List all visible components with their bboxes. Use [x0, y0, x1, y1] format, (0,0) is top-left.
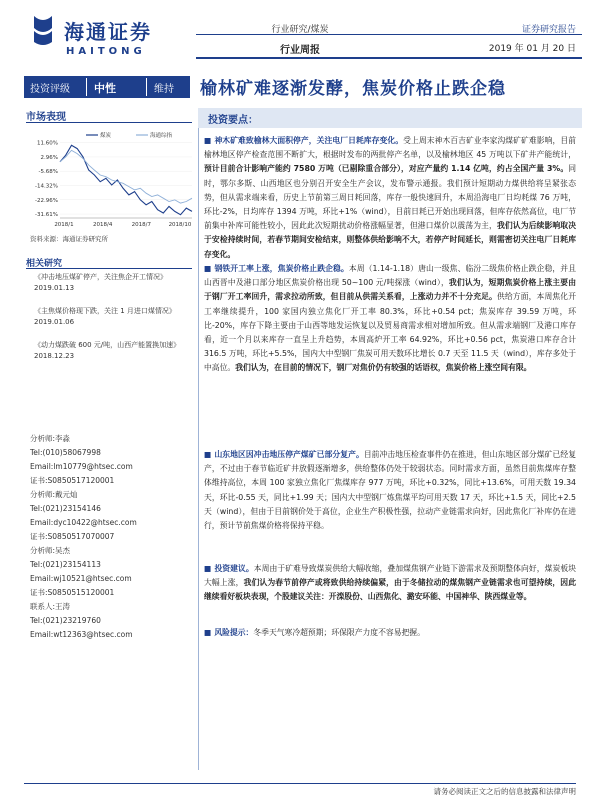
rating-label: 投资评级	[30, 84, 70, 95]
highlight-heading: 山东地区因冲击地压停产煤矿已部分复产。	[214, 450, 364, 459]
highlight-text: 供给方面，本周焦化开工率继续提升，100 家国内独立焦化厂开工率 80.3%，环比+0.54 pct；焦炭库存 39.59 万吨，环比-20%，库存下降主要由于山西等地发运恢复以及贸易商需求相对增加所致。但从需求端钢厂及港口库存看，近一个月以来库存一直呈上升趋势，本周高炉开工率 64.92%，环比+0.56 pct，焦炭港口库存合计 316.5 万吨，环比+5.5%，国内大中型钢厂焦炭可用天数环比增长 0.7 天至 11.5 天（wind），库存多处于中高位。	[204, 292, 577, 373]
analyst-name: 分析师:吴杰	[30, 546, 71, 555]
related-item[interactable]	[34, 272, 194, 294]
highlight-emphasis: 预计目前合计影响产能约 7580 万吨（已剔除重合部分），对应产量约 1.14 亿吨，约占全国产量 3%。	[204, 164, 569, 174]
y-tick-label: -22.96%	[35, 197, 58, 204]
report-title: 榆林矿难逐渐发酵，焦炭价格止跌企稳	[200, 79, 506, 99]
header-divider-thick	[196, 57, 582, 59]
related-item-title[interactable]: 《冲击地压煤矿停产，关注焦企开工情况》	[34, 273, 167, 281]
report-date: 2019 年 01 月 20 日	[488, 44, 576, 54]
highlight-heading: 钢铁开工率上涨，焦炭价格止跌企稳。	[214, 264, 349, 273]
y-tick-label: -31.61%	[35, 212, 58, 219]
x-tick-label: 2018/10	[168, 222, 192, 228]
contact-block	[30, 600, 195, 642]
market-performance-chart	[26, 130, 196, 240]
contact-name: 联系人:王涛	[30, 602, 71, 611]
x-tick-label: 2018/1	[54, 222, 74, 228]
analyst-tel: Tel:(021)23154146	[30, 504, 101, 513]
rating-value: 中性	[94, 82, 116, 95]
analyst-cert: 证书:S0850515120001	[30, 588, 115, 597]
analyst-cert: 证书:S0850517070007	[30, 532, 115, 541]
y-tick-label: 11.60%	[37, 140, 58, 147]
bullet-icon: ■	[204, 450, 212, 459]
legend-label: 海通综指	[150, 133, 173, 139]
series-line-haitong-index	[60, 150, 192, 203]
analyst-name: 分析师:李淼	[30, 434, 71, 443]
investment-rating-bar	[24, 76, 190, 98]
related-research-title: 相关研究	[26, 259, 63, 269]
related-item[interactable]	[34, 340, 194, 362]
highlight-paragraph-3	[204, 448, 576, 533]
y-tick-label: -5.68%	[38, 169, 58, 176]
y-tick-label: -14.32%	[35, 183, 58, 190]
analyst-tel: Tel:(010)58067998	[30, 448, 101, 457]
analyst-block	[30, 488, 195, 544]
highlight-text: 目前冲击地压检查事件仍在推进，但山东地区部分煤矿已经复产，不过由于春节临近矿井放假逐渐增多，供给整体仍处于较弱状态。同时需求方面，虽然目前焦煤库存整体维持高位，本周 100 家独立焦化厂焦煤库存 977 万吨，环比+0.32%，同比+13.6%，可用天数 19.34 天，环比-0.55 天，同比+1.99 天；国内大中型钢厂炼焦煤平均可用天数 17 天，环比+1.5 天，同比+2.5 天（wind），但由于目前钢价处于高位，企业生产积极性强，拉动产业链需求向好，因此焦化厂补库仍在进行，预计节前焦煤价格将保持平稳。	[204, 450, 577, 531]
highlight-text: 本周由于矿难导致煤炭供给大幅收缩，叠加煤焦钢产业链下游需求及预期整体向好，煤炭板块大幅上涨，	[204, 564, 576, 588]
analyst-block	[30, 544, 195, 600]
highlight-heading: 风险提示：	[214, 628, 254, 637]
highlight-heading: 投资建议。	[214, 564, 254, 573]
contact-tel: Tel:(021)23219760	[30, 616, 101, 625]
logo-chinese-name: 海通证券	[64, 20, 152, 44]
highlight-emphasis: 我们认为，在目前的情况下，钢厂对焦价仍有较强的话语权，焦炭价格上涨空间有限。	[235, 363, 532, 373]
report-series: 行业周报	[280, 45, 320, 56]
analyst-email[interactable]: Email:lm10779@htsec.com	[30, 462, 133, 471]
section-divider	[26, 268, 192, 269]
bullet-icon: ■	[204, 264, 212, 273]
highlight-heading: 神木矿难致榆林大面积停产，关注电厂日耗库存变化。	[214, 136, 404, 145]
bullet-icon: ■	[204, 564, 212, 573]
rating-separator	[146, 78, 147, 96]
analyst-block	[30, 432, 195, 488]
highlight-text: 本周（1.14-1.18）唐山一级焦、临汾二级焦价格止跌企稳，并且山西晋中及港口部分地区焦炭价格出现 50~100 元/吨探涨（wind），	[204, 264, 577, 288]
report-category: 行业研究/煤炭	[271, 25, 329, 35]
contact-email[interactable]: Email:wt12363@htsec.com	[30, 630, 133, 639]
analyst-name: 分析师:戴元灿	[30, 490, 78, 499]
highlight-emphasis: 我们认为春节前停产或将致供给持续偏紧，由于冬储拉动的煤焦钢产业链需求也可望持续，因此继续看好板块表现，个股建议关注：开滦股份、山西焦化、潞安环能、中国神华、陕西煤业等。	[204, 578, 577, 602]
footer-divider	[24, 783, 576, 784]
related-item-date: 2018.12.23	[34, 352, 75, 360]
highlight-paragraph-2	[204, 262, 576, 376]
legend-label: 煤炭	[100, 133, 112, 139]
investment-highlights-header	[198, 108, 582, 128]
related-item[interactable]	[34, 306, 194, 328]
haitong-logo-icon	[30, 14, 56, 46]
report-type: 证券研究报告	[521, 25, 576, 35]
highlight-text: 同时，鄂尔多斯、山西地区也分别召开安全生产会议，发布警示通报。我们预计短期动力煤供给将呈紧张态势，但从需求端来看，历史上节前第三周日耗回落，库存一般快速回升，本周沿海电厂日均耗煤 76 万吨，环比-2%，日均库存 1394 万吨，环比+1%（wind），目前日耗已开始出现回落，但库存依然高位，电厂节前集中补库可能性较小，因此此次短期扰动价格涨幅显著，但港口煤价以震荡为主，	[204, 164, 576, 231]
company-logo	[30, 14, 180, 64]
market-performance-title: 市场表现	[26, 112, 66, 123]
related-item-date: 2019.01.13	[34, 284, 75, 292]
section-divider	[26, 122, 192, 123]
related-item-title[interactable]: 《主焦煤价格现下跌，关注 1 月进口煤情况》	[34, 307, 176, 315]
chart-source: 资料来源：海通证券研究所	[30, 235, 108, 243]
rating-separator	[86, 78, 87, 96]
analyst-email[interactable]: Email:wj10521@htsec.com	[30, 574, 132, 583]
investment-highlights-title: 投资要点：	[208, 115, 258, 126]
highlight-emphasis: 我们认为，短期焦炭价格上涨主要由于钢厂开工率回升，需求拉动所致，但目前从供需关系看，上涨动力并不十分充足。	[204, 278, 576, 302]
footer-disclaimer: 请务必阅读正文之后的信息披露和法律声明	[433, 787, 576, 796]
highlight-paragraph-4	[204, 562, 576, 605]
x-tick-label: 2018/7	[131, 222, 152, 228]
logo-english-name: HAITONG	[66, 46, 146, 57]
highlight-paragraph-5	[204, 626, 576, 640]
highlight-text: 冬季天气寒冷超预期；环保限产力度不容易把握。	[253, 628, 425, 637]
highlight-paragraph-1	[204, 134, 576, 262]
highlight-text: 受上周末神木百吉矿业李家沟煤矿矿难影响，目前榆林地区停产检查范围不断扩大，根据时发布的两批停产名单，以及榆林地区 45 万吨以下矿井产能统计，	[204, 136, 576, 160]
analyst-cert: 证书:S0850517120001	[30, 476, 115, 485]
x-tick-label: 2018/4	[92, 222, 113, 228]
rating-change: 维持	[154, 84, 174, 95]
analyst-tel: Tel:(021)23154113	[30, 560, 101, 569]
bullet-icon: ■	[204, 136, 212, 145]
y-tick-label: 2.96%	[40, 154, 58, 161]
highlight-emphasis: 我们认为后续影响取决于安检持续时间，若春节期间安检结束，则整体供给影响不大，若停产时间延长，则需密切关注电厂日耗库存变化。	[204, 221, 577, 259]
bullet-icon: ■	[204, 628, 212, 637]
related-item-title[interactable]: 《动力煤跌破 600 元/吨，山西产能置换加速》	[34, 341, 181, 349]
related-item-date: 2019.01.06	[34, 318, 75, 326]
analyst-email[interactable]: Email:dyc10422@htsec.com	[30, 518, 137, 527]
